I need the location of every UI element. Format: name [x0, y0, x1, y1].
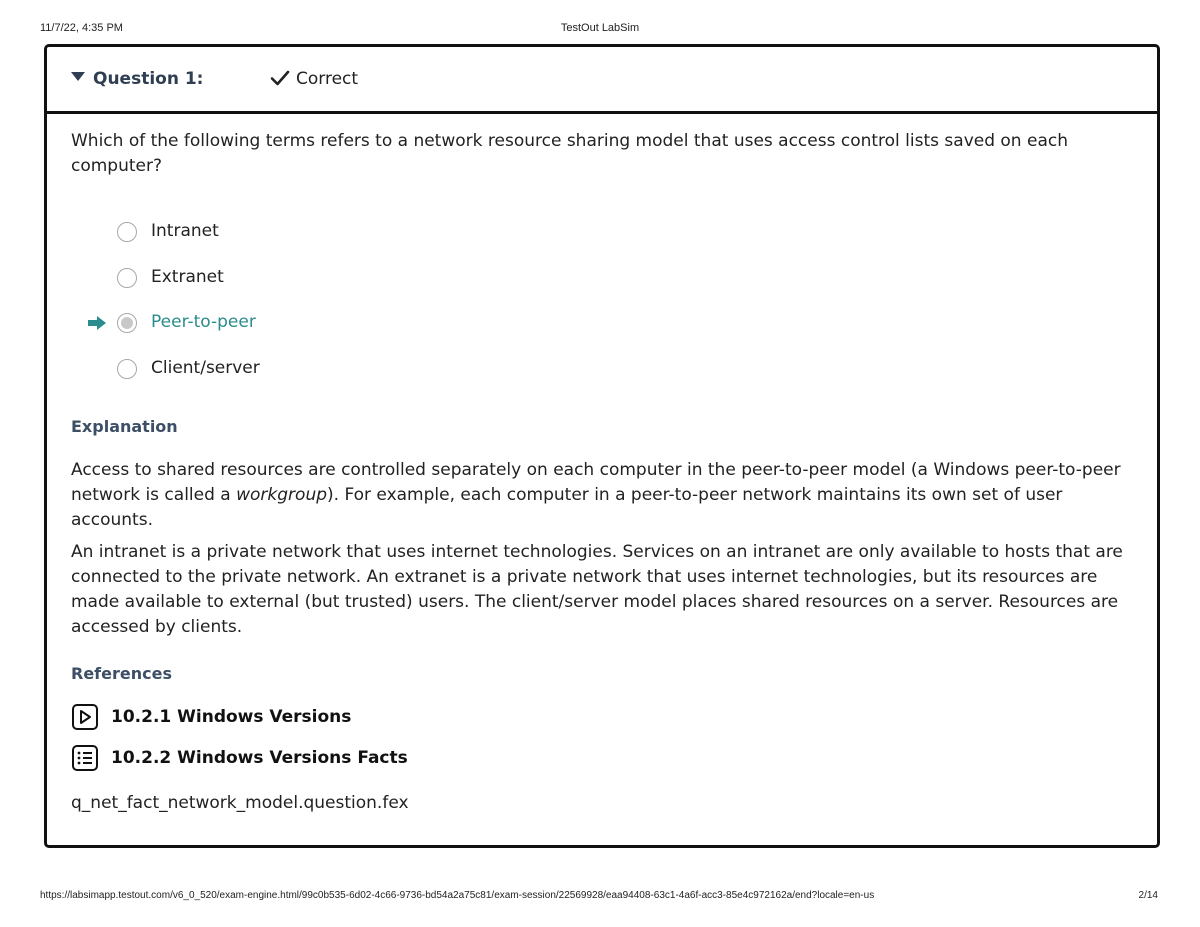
answer-option-extranet[interactable] — [47, 265, 647, 293]
explanation-paragraph-1: Access to shared resources are controlled separately on each computer in the peer-to-peer model (a Windows peer-to-peer network is called a workgroup). For example, each computer in a peer-to-peer network maintains its own set of user accounts. — [71, 460, 1121, 530]
page-number: 2/14 — [1138, 890, 1158, 901]
answer-label: Peer-to-peer — [151, 312, 256, 332]
status-correct: Correct — [296, 69, 359, 89]
workgroup-term: workgroup — [236, 485, 328, 505]
explanation-text — [71, 458, 1131, 647]
answer-label: Intranet — [151, 221, 219, 241]
question-text: Which of the following terms refers to a network resource sharing model that uses access control lists saved on each computer? — [71, 131, 1068, 176]
reference-link-windows-versions-facts[interactable] — [71, 744, 671, 774]
explanation-paragraph-2: An intranet is a private network that uses internet technologies. Services on an intranet are only available to hosts that are connected to the private network. An extranet is a private network that uses internet technologies, but its resources are made available to external (but trusted) users. The client/server model places shared resources on a server. Resources are accessed by clients. — [71, 542, 1123, 637]
explanation-heading: Explanation — [71, 417, 178, 436]
caret-down-icon[interactable] — [71, 72, 85, 81]
question-card — [44, 44, 1160, 848]
correct-answer-arrow-icon — [87, 315, 107, 331]
question-header[interactable] — [47, 47, 1157, 114]
video-play-icon — [71, 703, 99, 731]
print-title: TestOut LabSim — [560, 22, 640, 34]
reference-label[interactable]: 10.2.1 Windows Versions — [111, 707, 352, 727]
radio-button[interactable] — [117, 359, 137, 379]
references-heading: References — [71, 664, 172, 683]
question-number: Question 1: — [93, 69, 204, 89]
print-footer — [0, 890, 1200, 906]
answer-option-peer-to-peer[interactable] — [47, 310, 647, 338]
radio-button[interactable] — [117, 222, 137, 242]
radio-button[interactable] — [117, 268, 137, 288]
print-date: 11/7/22, 4:35 PM — [40, 22, 123, 34]
answer-option-intranet[interactable] — [47, 219, 647, 247]
list-document-icon — [71, 744, 99, 772]
reference-link-windows-versions[interactable] — [71, 703, 671, 733]
print-header — [0, 22, 1200, 38]
reference-label[interactable]: 10.2.2 Windows Versions Facts — [111, 748, 408, 768]
answer-label: Client/server — [151, 358, 260, 378]
radio-button-selected[interactable] — [117, 313, 137, 333]
checkmark-icon — [269, 67, 291, 89]
answer-option-client-server[interactable] — [47, 356, 647, 384]
print-url: https://labsimapp.testout.com/v6_0_520/exam-engine.html/99c0b535-6d02-4c66-9736-bd54a2a75c81/exam-session/22569928/eaa94408-63c1-4a6f-acc3-85e4c972162a/end?locale=en-us — [40, 890, 875, 901]
answer-label: Extranet — [151, 267, 224, 287]
question-filename: q_net_fact_network_model.question.fex — [71, 793, 409, 813]
